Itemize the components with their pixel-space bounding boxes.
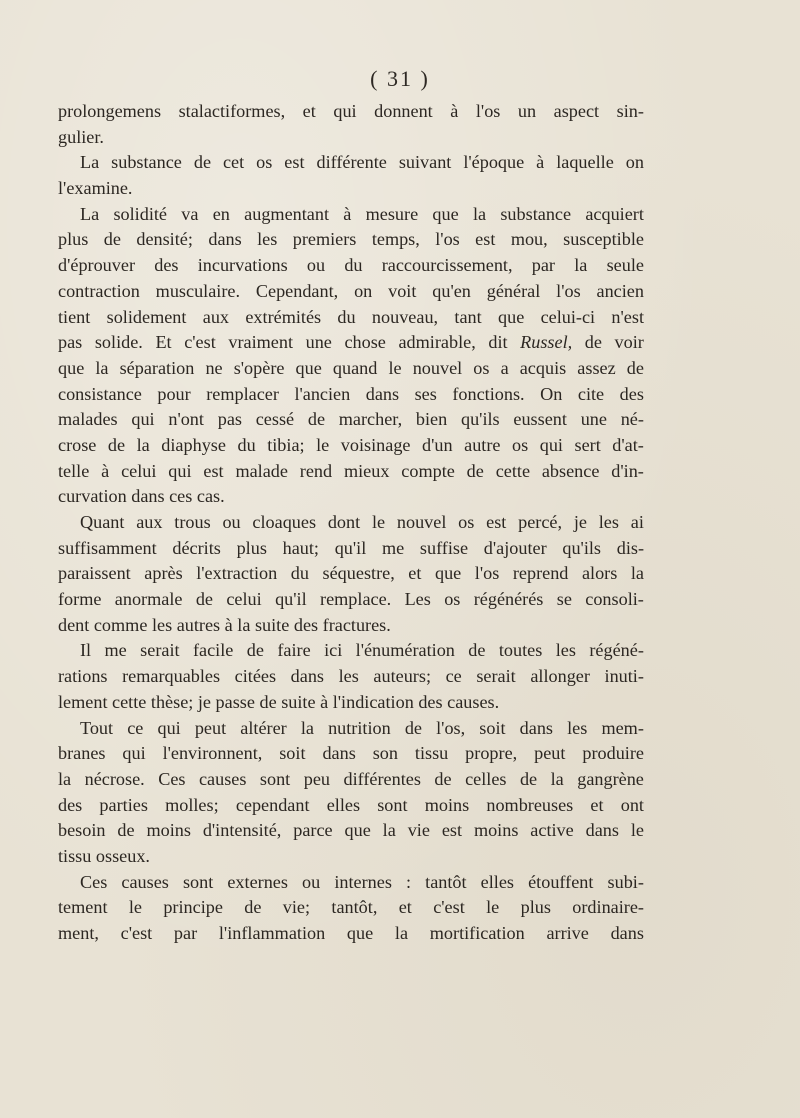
text-line: tissu osseux. xyxy=(58,845,150,866)
text-line: l'examine. xyxy=(58,178,133,199)
text-line: prolongemens stalactiformes, et qui donnent à l'os un aspect sin- xyxy=(58,101,644,121)
text-line: Il me serait facile de faire ici l'énumération de toutes les régéné- xyxy=(80,640,644,661)
text-line: que la séparation ne s'opère que quand le nouvel os a acquis assez de xyxy=(58,357,644,378)
text-line: plus de densité; dans les premiers temps, l'os est mou, susceptible xyxy=(58,229,644,250)
text-line: d'éprouver des incurvations ou du raccourcissement, par la seule xyxy=(58,255,644,276)
text-line: rations remarquables citées dans les auteurs; ce serait allonger inuti- xyxy=(58,666,644,687)
text-line: lement cette thèse; je passe de suite à l'indication des causes. xyxy=(58,691,500,712)
text-line: des parties molles; cependant elles sont moins nombreuses et ont xyxy=(58,794,644,815)
text-line: forme anormale de celui qu'il remplace. Les os régénérés se consoli- xyxy=(58,589,644,610)
text-line: Quant aux trous ou cloaques dont le nouvel os est percé, je les ai xyxy=(80,512,644,532)
text-line: La substance de cet os est différente suivant l'époque à laquelle on xyxy=(80,152,644,173)
text-line: consistance pour remplacer l'ancien dans ses fonctions. On cite des xyxy=(58,383,644,404)
text-line: tient solidement aux extrémités du nouveau, tant que celui-ci n'est xyxy=(58,306,644,327)
text-line: paraissent après l'extraction du séquestre, et que l'os reprend alors la xyxy=(58,563,644,584)
text-line: gulier. xyxy=(58,126,104,147)
text-line: la nécrose. Ces causes sont peu différentes de celles de la gangrène xyxy=(58,768,644,789)
text-line: branes qui l'environnent, soit dans son tissu propre, peut produire xyxy=(58,743,644,764)
text-line: Ces causes sont externes ou internes : tantôt elles étouffent subi- xyxy=(80,871,644,892)
text-line: La solidité va en augmentant à mesure que la substance acquiert xyxy=(80,203,644,224)
text-line: pas solide. Et c'est vraiment une chose admirable, dit Russel, de voir xyxy=(58,332,644,353)
text-line: malades qui n'ont pas cessé de marcher, bien qu'ils eussent une né- xyxy=(58,409,644,430)
text-line: ment, c'est par l'inflammation que la mortification arrive dans xyxy=(58,923,644,943)
text-line: suffisamment décrits plus haut; qu'il me suffise d'ajouter qu'ils dis- xyxy=(58,537,644,558)
text-line: dent comme les autres à la suite des fractures. xyxy=(58,614,391,635)
text-line: curvation dans ces cas. xyxy=(58,486,225,507)
text-line: telle à celui qui est malade rend mieux compte de cette absence d'in- xyxy=(58,460,644,481)
text-line: crose de la diaphyse du tibia; le voisinage d'un autre os qui sert d'at- xyxy=(58,434,644,455)
text-line: contraction musculaire. Cependant, on voit qu'en général l'os ancien xyxy=(58,280,644,301)
body-text xyxy=(58,99,644,947)
text-line: besoin de moins d'intensité, parce que la vie est moins active dans le xyxy=(58,820,644,841)
page-number-header: ( 31 ) xyxy=(370,66,430,91)
text-line: Tout ce qui peut altérer la nutrition de l'os, soit dans les mem- xyxy=(80,717,644,738)
text-line: tement le principe de vie; tantôt, et c'est le plus ordinaire- xyxy=(58,897,644,918)
